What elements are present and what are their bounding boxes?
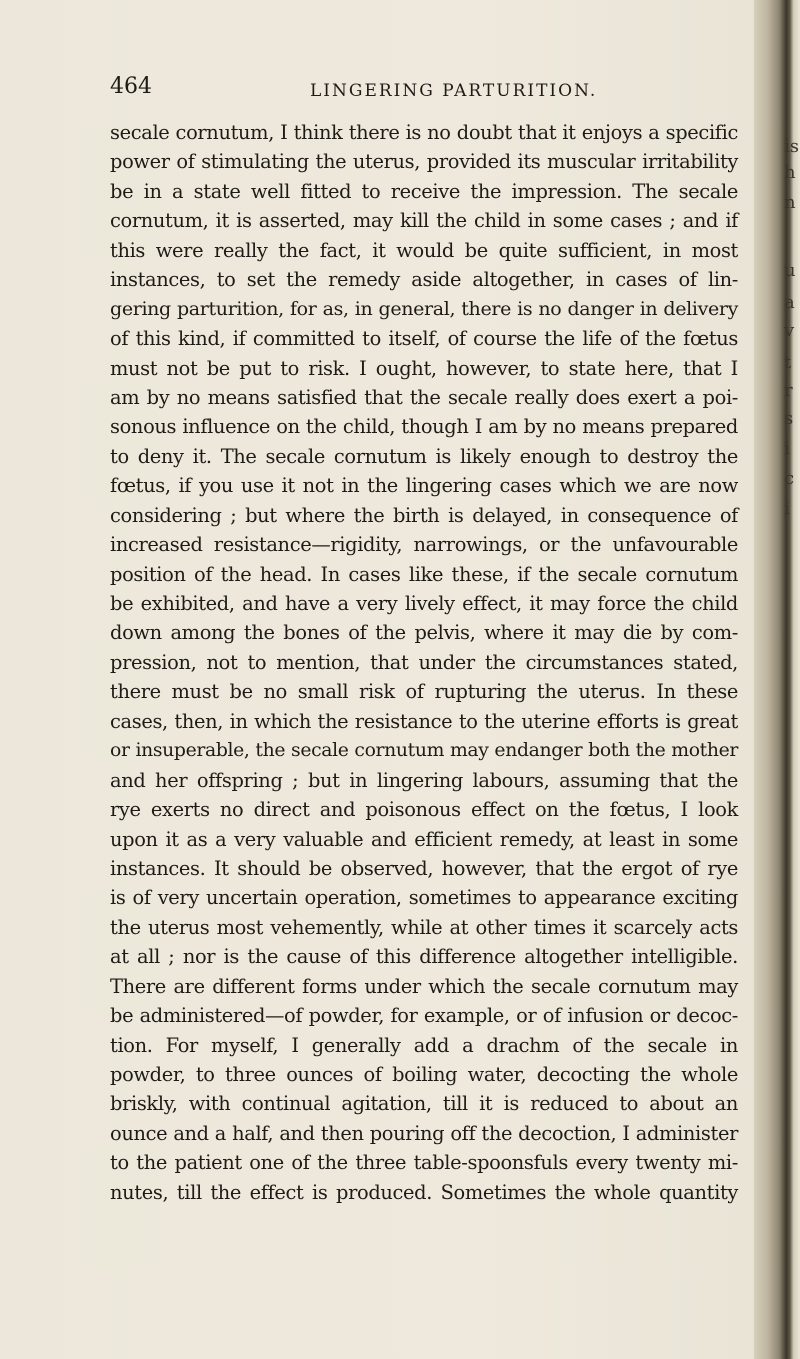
text-line: must not be put to risk. I ought, however, to state here, that I [110,356,738,380]
text-line: instances. It should be observed, however, that the ergot of rye [110,856,738,880]
margin-glyph: a [784,292,795,313]
margin-glyph: r [784,380,793,401]
text-line: cornutum, it is asserted, may kill the child in some cases ; and if [110,209,738,233]
margin-glyph: h [784,162,796,183]
margin-glyph: n [784,192,796,213]
margin-glyph: is [784,136,799,157]
text-line: is of very uncertain operation, sometimes to appearance exciting [110,886,738,910]
margin-glyph: c [784,468,795,489]
text-line: be in a state well fitted to receive the impression. The secale [110,179,738,203]
margin-glyph: u [784,260,796,281]
facing-page-margin [780,0,800,1359]
text-line: power of stimulating the uterus, provided its muscular irritability [110,150,738,174]
text-line: at all ; nor is the cause of this difference altogether intelligible. [110,945,738,969]
body-text [110,118,738,1207]
text-line: gering parturition, for as, in general, there is no danger in delivery [110,297,738,320]
text-line: and her offspring ; but in lingering labours, assuming that the [110,768,738,792]
text-line: or insuperable, the secale cornutum may endanger both the mother [110,740,738,762]
text-line: There are different forms under which the secale cornutum may [110,974,738,998]
text-line: down among the bones of the pelvis, where it may die by com- [110,621,738,645]
text-line: pression, not to mention, that under the circumstances stated, [110,650,738,674]
text-line: be exhibited, and have a very lively effect, it may force the child [110,592,738,615]
text-line: to deny it. The secale cornutum is likely enough to destroy the [110,444,738,468]
text-line: nutes, till the effect is produced. Sometimes the whole quantity [110,1180,738,1204]
page-header [110,74,736,110]
text-line: of this kind, if committed to itself, of course the life of the fœtus [110,327,738,351]
text-line: cases, then, in which the resistance to the uterine efforts is great [110,709,738,733]
text-line: the uterus most vehemently, while at other times it scarcely acts [110,915,738,939]
text-line: considering ; but where the birth is delayed, in consequence of [110,503,738,527]
page-number: 464 [110,74,152,99]
running-head: LINGERING PARTURITION. [310,81,598,101]
text-line: be administered—of powder, for example, or of infusion or decoc- [110,1004,738,1028]
margin-glyph: i [784,498,790,519]
text-line: to the patient one of the three table-spoonsfuls every twenty mi- [110,1151,738,1175]
text-line: am by no means satisfied that the secale really does exert a poi- [110,385,738,409]
text-line: secale cornutum, I think there is no doubt that it enjoys a specific [110,121,738,144]
text-line: upon it as a very valuable and efficient remedy, at least in some [110,827,738,851]
margin-glyph: v [784,320,795,341]
text-line: tion. For myself, I generally add a drachm of the secale in [110,1033,738,1057]
text-line: there must be no small risk of rupturing the uterus. In these [110,680,738,704]
margin-glyph: s [784,408,794,429]
margin-glyph: i [784,438,790,459]
text-line: position of the head. In cases like these, if the secale cornutum [110,562,738,586]
text-line: powder, to three ounces of boiling water, decocting the whole [110,1063,738,1086]
text-line: fœtus, if you use it not in the lingering cases which we are now [110,474,738,498]
text-line: this were really the fact, it would be quite sufficient, in most [110,238,738,262]
text-line: briskly, with continual agitation, till it is reduced to about an [110,1092,738,1116]
margin-glyph: t [784,352,792,373]
text-line: ounce and a half, and then pouring off the decoction, I administer [110,1121,738,1145]
text-line: sonous influence on the child, though I am by no means prepared [110,415,738,439]
text-line: increased resistance—rigidity, narrowings, or the unfavourable [110,533,738,557]
text-line: rye exerts no direct and poisonous effect on the fœtus, I look [110,798,738,822]
text-line: instances, to set the remedy aside altogether, in cases of lin- [110,268,738,292]
